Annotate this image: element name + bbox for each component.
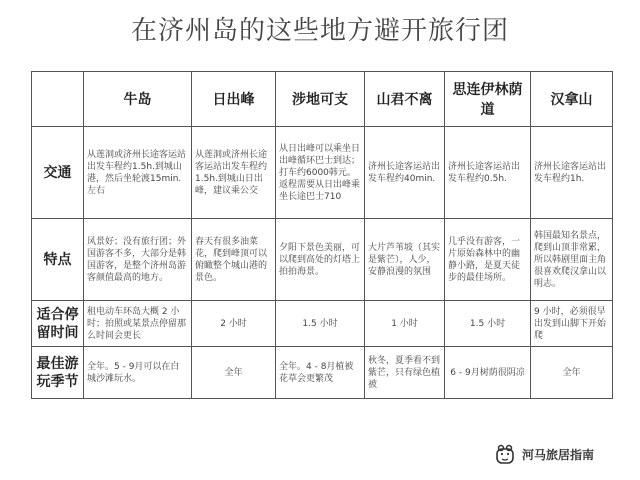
table-cell: 济州长途客运站出发车程约0.5h. [445, 127, 531, 219]
table-cell: 风景好；没有旅行团；外国游客不多，大部分是韩国游客，是整个济州岛游客颜值最高的地方。 [84, 219, 192, 301]
table-cell: 全年 [192, 347, 276, 399]
table-cell: 大片芦苇坡（其实是紫芒），人少，安静浪漫的氛围 [365, 219, 445, 301]
column-header: 涉地可支 [276, 72, 365, 127]
table-cell: 从日出峰可以乘坐日出峰循环巴士到达；打车约6000韩元。返程需要从日出峰乘坐长途巴士710 [276, 127, 365, 219]
row-header: 最佳游玩季节 [32, 347, 84, 399]
brand-watermark [494, 441, 594, 467]
table-cell: 春天有很多油菜花，爬到峰顶可以俯瞰整个城山港的景色。 [192, 219, 276, 301]
table-row [32, 347, 613, 399]
table-cell: 夕阳下景色美丽，可以爬到高处的灯塔上拍拍海景。 [276, 219, 365, 301]
column-header: 牛岛 [84, 72, 192, 127]
row-header: 特点 [32, 219, 84, 301]
table-cell: 全年。4 - 8月植被花草会更繁茂 [276, 347, 365, 399]
table-cell: 9 小时，必须很早出发到山脚下开始爬 [531, 301, 613, 347]
table-cell: 全年。5 - 9月可以在白城沙滩玩水。 [84, 347, 192, 399]
table-cell: 1.5 小时 [445, 301, 531, 347]
column-header: 日出峰 [192, 72, 276, 127]
column-header: 思连伊林荫道 [445, 72, 531, 127]
table-cell: 租电动车环岛大概 2 小时；拍照或某景点停留那么时间会更长 [84, 301, 192, 347]
comparison-table [31, 71, 613, 399]
row-header: 适合停留时间 [32, 301, 84, 347]
table-cell: 1 小时 [365, 301, 445, 347]
table-cell: 几乎没有游客，一片原始森林中的幽静小路，是夏天徒步的最佳场所。 [445, 219, 531, 301]
table-cell: 1.5 小时 [276, 301, 365, 347]
hippo-icon [494, 443, 516, 465]
table-cell: 2 小时 [192, 301, 276, 347]
table-cell: 秋冬，夏季看不到紫芒，只有绿色植被 [365, 347, 445, 399]
page-title: 在济州岛的这些地方避开旅行团 [130, 16, 509, 46]
corner-cell [32, 72, 84, 127]
table-cell: 从莲洞或济州长途客运站出发车程约1.5h.到城山日出峰，建议乘公交 [192, 127, 276, 219]
column-header: 山君不离 [365, 72, 445, 127]
row-header: 交通 [32, 127, 84, 219]
table-cell: 从莲洞或济州长途客运站出发车程约1.5h.到城山港，然后坐轮渡15min.左右 [84, 127, 192, 219]
table-cell: 全年 [531, 347, 613, 399]
table-row [32, 219, 613, 301]
table-row [32, 127, 613, 219]
table-cell: 济州长途客运站出发车程约40min. [365, 127, 445, 219]
table-header-row [32, 72, 613, 127]
table-cell: 韩国最知名景点，爬到山顶非常累，所以韩剧里面主角很喜欢爬汉拿山以明志。 [531, 219, 613, 301]
table-cell: 济州长途客运站出发车程约1h. [531, 127, 613, 219]
table-row [32, 301, 613, 347]
brand-name: 河马旅居指南 [522, 447, 595, 462]
table-cell: 6 - 9月树荫很阴凉 [445, 347, 531, 399]
column-header: 汉拿山 [531, 72, 613, 127]
